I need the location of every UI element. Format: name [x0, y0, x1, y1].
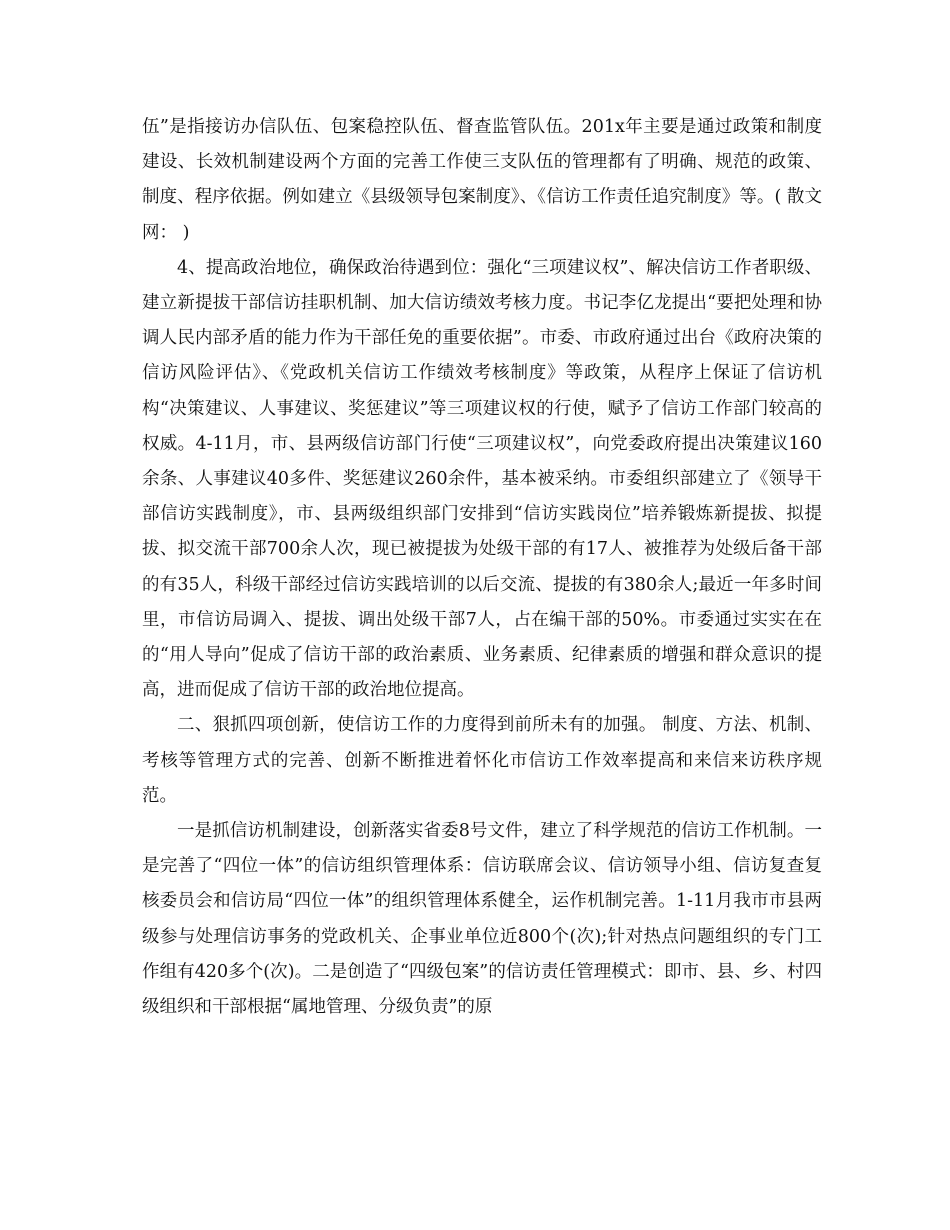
- document-body: [142, 110, 822, 1025]
- paragraph-1: 伍”是指接访办信队伍、包案稳控队伍、督查监管队伍。201x年主要是通过政策和制度建设、长效机制建设两个方面的完善工作使三支队伍的管理都有了明确、规范的政策、制度、程序依据。例如建立《县级领导包案制度》、《信访工作责任追究制度》等。( 散文网： ): [142, 117, 822, 243]
- paragraph-2: 4、提高政治地位，确保政治待遇到位：强化“三项建议权”、解决信访工作者职级、建立新提拔干部信访挂职机制、加大信访绩效考核力度。书记李亿龙提出“要把处理和协调人民内部矛盾的能力作为干部任免的重要依据”。市委、市政府通过出台《政府决策的信访风险评估》、《党政机关信访工作绩效考核制度》等政策，从程序上保证了信访机构“决策建议、人事建议、奖惩建议”等三项建议权的行使，赋予了信访工作部门较高的权威。4-11月，市、县两级信访部门行使“三项建议权”，向党委政府提出决策建议160余条、人事建议40多件、奖惩建议260余件，基本被采纳。市委组织部建立了《领导干部信访实践制度》，市、县两级组织部门安排到“信访实践岗位”培养锻炼新提拔、拟提拔、拟交流干部700余人次，现已被提拔为处级干部的有17人、被推荐为处级后备干部的有35人，科级干部经过信访实践培训的以后交流、提拔的有380余人;最近一年多时间里，市信访局调入、提拔、调出处级干部7人，占在编干部的50%。市委通过实实在在的“用人导向”促成了信访干部的政治素质、业务素质、纪律素质的增强和群众意识的提高，进而促成了信访干部的政治地位提高。: [142, 257, 822, 701]
- paragraph-3: 二、狠抓四项创新，使信访工作的力度得到前所未有的加强。 制度、方法、机制、考核等管理方式的完善、创新不断推进着怀化市信访工作效率提高和来信来访秩序规范。: [142, 715, 822, 806]
- paragraph-4: 一是抓信访机制建设，创新落实省委8号文件，建立了科学规范的信访工作机制。一是完善了“四位一体”的信访组织管理体系：信访联席会议、信访领导小组、信访复查复核委员会和信访局“四位一体”的组织管理体系健全，运作机制完善。1-11月我市市县两级参与处理信访事务的党政机关、企事业单位近800个(次);针对热点问题组织的专门工作组有420多个(次)。二是创造了“四级包案”的信访责任管理模式：即市、县、乡、村四级组织和干部根据“属地管理、分级负责”的原: [142, 821, 822, 1018]
